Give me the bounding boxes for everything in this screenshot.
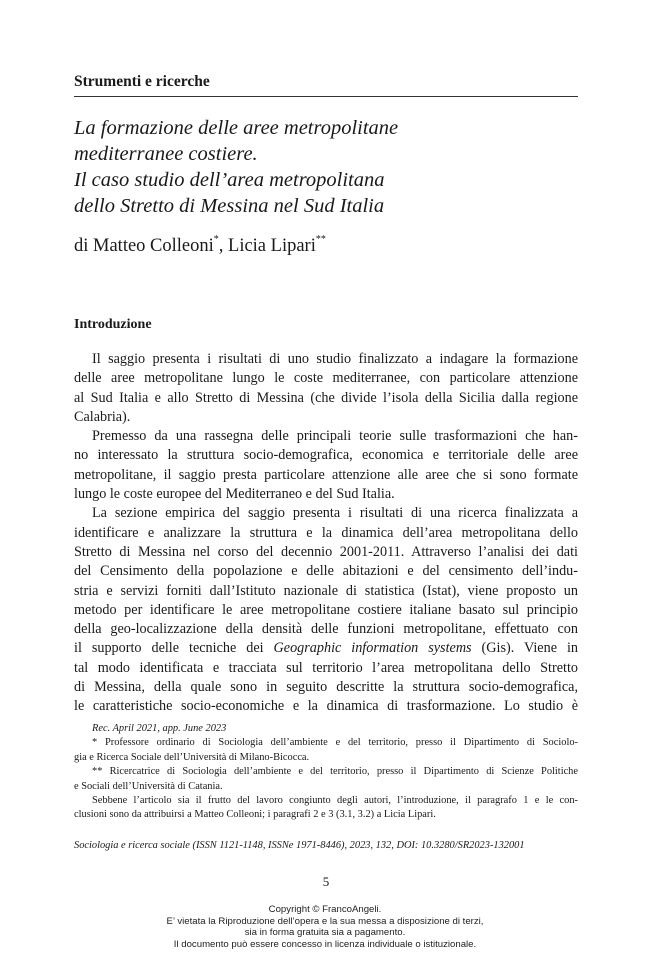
body-line: del Censimento della popolazione e delle abitazioni e del censimento dell’indu- <box>74 563 578 580</box>
body-line-head: il supporto delle tecniche dei <box>74 640 274 657</box>
header-rule <box>74 96 578 97</box>
body-line: Stretto di Messina nel corso del decennio 2001-2011. Attraverso l’analisi dei dati <box>74 543 578 560</box>
body-line: le caratteristiche socio-economiche e la dinamica di trasformazione. Lo studio è <box>74 698 578 715</box>
author-footnote-mark: ** <box>315 234 326 245</box>
body-line-tail: (Gis). Viene in <box>471 640 578 657</box>
author-footnote-mark: * <box>213 234 219 245</box>
footnote-line: gia e Ricerca Sociale dell’Università di Milano-Bicocca. <box>74 751 310 763</box>
body-line: La sezione empirica del saggio presenta i risultati di una ricerca finalizzata a <box>92 505 578 522</box>
body-line: Premesso da una rassegna delle principali teorie sulle trasformazioni che han- <box>92 428 578 445</box>
copyright-line: sia in forma gratuita sia a pagamento. <box>244 927 406 939</box>
footnote-line: e Sociali dell’Università di Catania. <box>74 780 223 792</box>
italic-term: Geographic information systems <box>273 640 472 657</box>
copyright-notice <box>0 904 650 950</box>
authors <box>74 236 326 257</box>
footnote-line: * Professore ordinario di Sociologia dell’ambiente e del territorio, presso il Dipartimento di Sociolo- <box>92 737 578 749</box>
body-line: stria e servizi forniti dall’Istituto nazionale di statistica (Istat), viene proposto un <box>74 582 578 599</box>
journal-citation: Sociologia e ricerca sociale (ISSN 1121-1148, ISSNe 1971-8446), 2023, 132, DOI: 10.3280/SR2023-132001 <box>74 840 525 851</box>
body-line-mixed <box>74 639 578 658</box>
body-line: Calabria). <box>74 408 131 425</box>
received-dates: Rec. April 2021, app. June 2023 <box>92 723 227 734</box>
footnote-line: clusioni sono da attribuirsi a Matteo Colleoni; i paragrafi 2 e 3 (3.1, 3.2) a Licia Lipari. <box>74 809 436 821</box>
body-line: di Messina, della quale sono in seguito descritte la struttura socio-demografica, <box>74 679 578 696</box>
title-line: Il caso studio dell’area metropolitana <box>74 169 385 191</box>
footnote-line: ** Ricercatrice di Sociologia dell’ambiente e del territorio, presso il Dipartimento di Scienze Politiche <box>92 766 578 778</box>
section-label: Strumenti e ricerche <box>74 73 210 90</box>
footnotes <box>74 722 578 823</box>
body-line: al Sud Italia e allo Stretto di Messina (che divide l’isola della Sicilia dalla regione <box>74 389 578 406</box>
title-line: mediterranee costiere. <box>74 143 258 165</box>
title-line: dello Stretto di Messina nel Sud Italia <box>74 195 385 217</box>
body-line: tal modo identificata e tracciata sul territorio l’area metropolitana dello Stretto <box>74 659 578 676</box>
authors-separator: , <box>218 236 229 256</box>
copyright-line: Copyright © FrancoAngeli. <box>268 904 382 915</box>
footnote-line: Sebbene l’articolo sia il frutto del lavoro congiunto degli autori, l’introduzione, il paragrafo 1 e le con- <box>92 794 578 806</box>
body-line: metodo per identificare le aree metropolitane costiere italiane basato sul principio <box>74 601 578 618</box>
copyright-line: E’ vietata la Riproduzione dell’opera e la sua messa a disposizione di terzi, <box>166 915 484 927</box>
author-name: Matteo Colleoni <box>93 236 214 256</box>
body-line: della geo-localizzazione della densità delle funzioni metropolitane, effettuato con <box>74 621 578 638</box>
page-number: 5 <box>322 874 330 889</box>
authors-prefix: di <box>74 236 94 256</box>
body-text <box>74 350 578 717</box>
author-name: Licia Lipari <box>228 236 316 256</box>
body-line: Il saggio presenta i risultati di uno studio finalizzato a indagare la formazione <box>92 351 578 367</box>
body-line: metropolitane, il saggio presta particolare attenzione alle aree che si sono formate <box>74 466 578 483</box>
title-line: La formazione delle aree metropolitane <box>74 117 399 139</box>
body-line: lungo le coste europee del Mediterraneo e del Sud Italia. <box>74 486 395 503</box>
body-line: no interessato la struttura socio-demografica, economica e territoriale delle aree <box>74 447 578 464</box>
body-line: delle aree metropolitane lungo le coste mediterranee, con particolare attenzione <box>74 370 578 387</box>
section-heading: Introduzione <box>74 317 152 332</box>
body-line: identificare e analizzare la struttura e la dinamica dell’area metropolitana dello <box>74 524 578 541</box>
article-title <box>74 115 578 219</box>
copyright-line: Il documento può essere concesso in licenza individuale o istituzionale. <box>173 938 477 950</box>
